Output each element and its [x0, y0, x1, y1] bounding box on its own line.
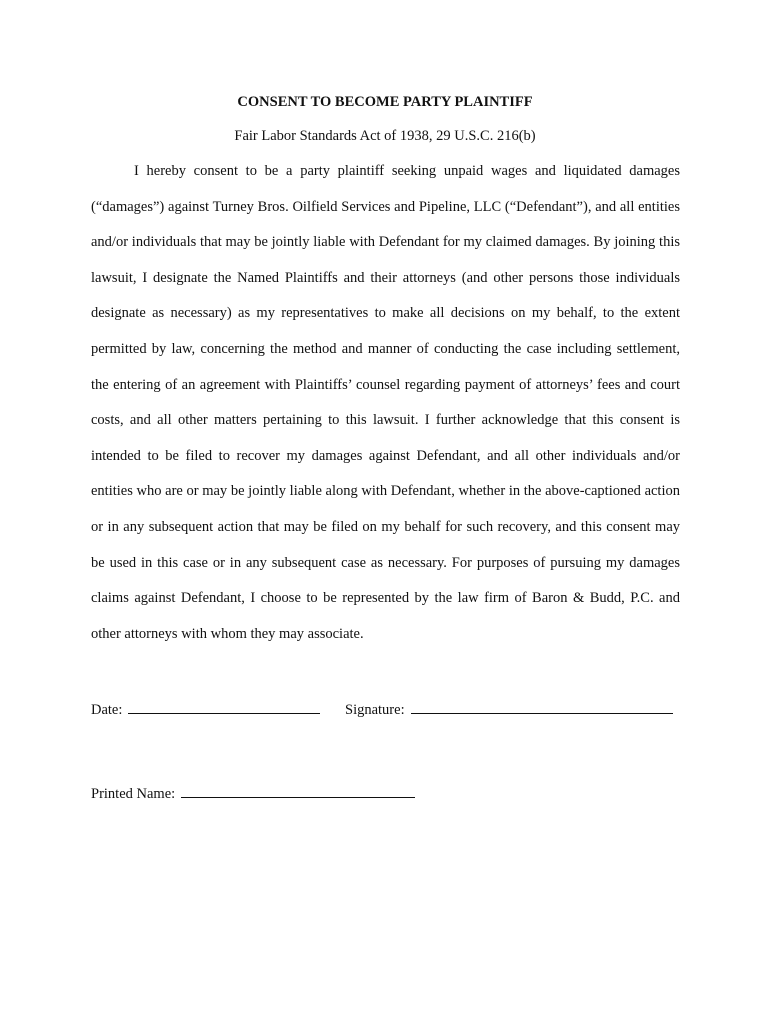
date-field[interactable]	[91, 699, 320, 719]
signature-label: Signature:	[345, 702, 405, 718]
document-subtitle: Fair Labor Standards Act of 1938, 29 U.S.C. 216(b)	[234, 128, 536, 144]
date-line[interactable]	[128, 699, 320, 714]
consent-paragraph: I hereby consent to be a party plaintiff seeking unpaid wages and liquidated damages (“damages”) against Turney Bros. Oilfield Services and Pipeline, LLC (“Defendant”), and all entities and/or individuals that may be jointly liable with Defendant for my claimed damages. By joining this lawsuit, I designate the Named Plaintiffs and their attorneys (and other persons those individuals designate as necessary) as my representatives to make all decisions on my behalf, to the extent permitted by law, concerning the method and manner of conducting the case including settlement, the entering of an agreement with Plaintiffs’ counsel regarding payment of attorneys’ fees and court costs, and all other matters pertaining to this lawsuit. I further acknowledge that this consent is intended to be filed to recover my damages against Defendant, and all other individuals and/or entities who are or may be jointly liable along with Defendant, whether in the above-captioned action or in any subsequent action that may be filed on my behalf for such recovery, and this consent may be used in this case or in any subsequent case as necessary. For purposes of pursuing my damages claims against Defendant, I choose to be represented by the law firm of Baron & Budd, P.C. and other attorneys with whom they may associate.	[91, 163, 680, 642]
signature-line[interactable]	[411, 699, 673, 714]
printed-name-label: Printed Name:	[91, 786, 176, 802]
printed-name-field[interactable]	[91, 783, 415, 803]
date-label: Date:	[91, 702, 123, 718]
printed-name-line[interactable]	[181, 783, 415, 798]
signature-field[interactable]	[345, 699, 673, 719]
document-title: CONSENT TO BECOME PARTY PLAINTIFF	[237, 94, 533, 110]
